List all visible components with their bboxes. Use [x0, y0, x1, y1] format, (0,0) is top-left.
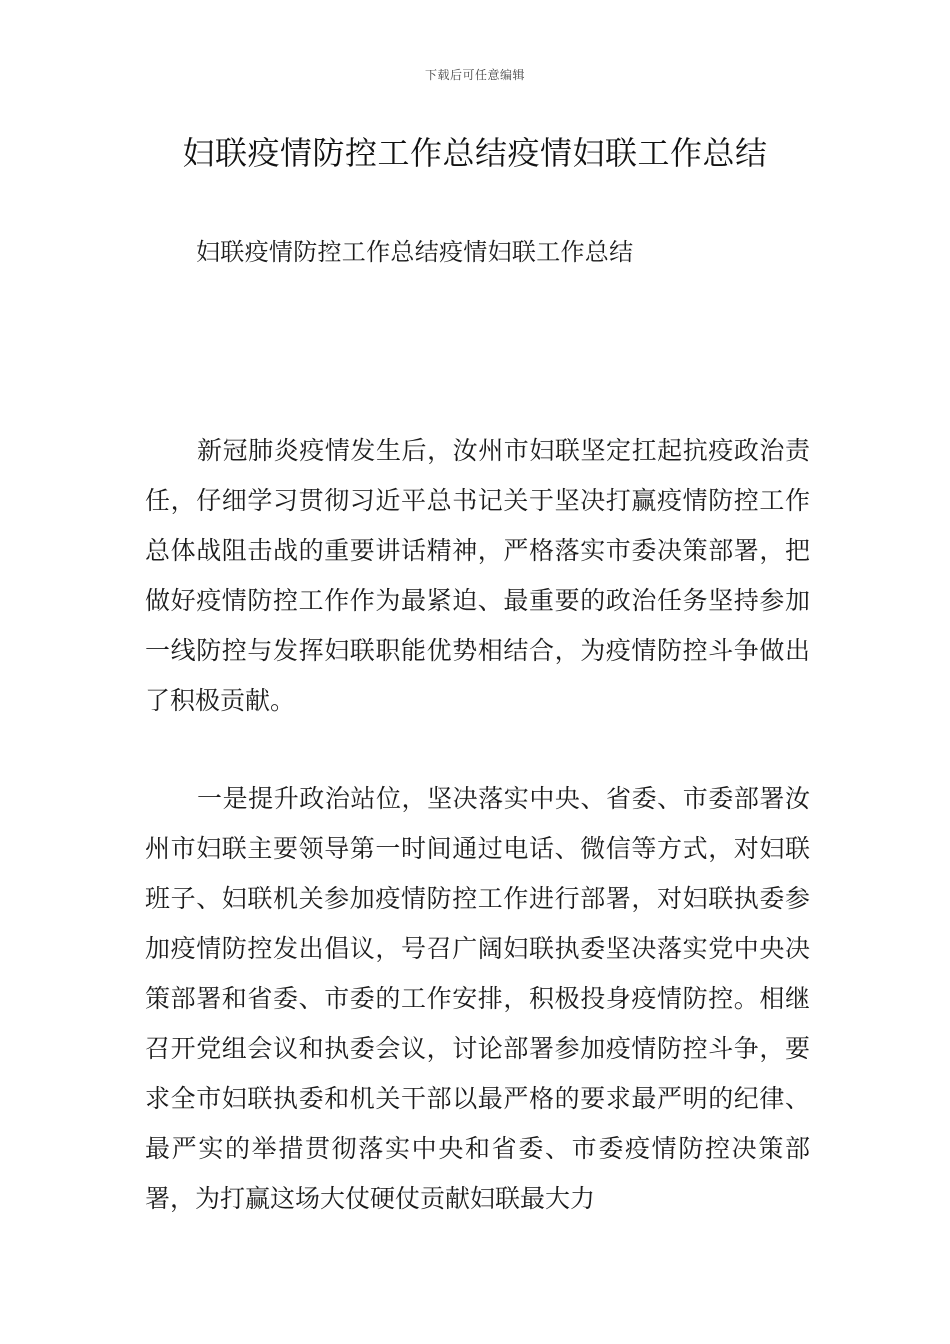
- header-note: 下载后可任意编辑: [424, 68, 525, 82]
- document-title: 妇联疫情防控工作总结疫情妇联工作总结: [182, 134, 768, 172]
- body-paragraph: 一是提升政治站位，坚决落实中央、省委、市委部署汝州市妇联主要领导第一时间通过电话、微信等方式，对妇联班子、妇联机关参加疫情防控工作进行部署，对妇联执委参加疫情防控发出倡议，号召广阔妇联执委坚决落实党中央决策部署和省委、市委的工作安排，积极投身疫情防控。相继召开党组会议和执委会议，讨论部署参加疫情防控斗争，要求全市妇联执委和机关干部以最严格的要求最严明的纪律、最严实的举措贯彻落实中央和省委、市委疫情防控决策部署，为打赢这场大仗硬仗贡献妇联最大力: [145, 784, 810, 1213]
- body-paragraph: 新冠肺炎疫情发生后，汝州市妇联坚定扛起抗疫政治责任，仔细学习贯彻习近平总书记关于坚决打赢疫情防控工作总体战阻击战的重要讲话精神，严格落实市委决策部署，把做好疫情防控工作作为最紧迫、最重要的政治任务坚持参加一线防控与发挥妇联职能优势相结合，为疫情防控斗争做出了积极贡献。: [145, 436, 810, 715]
- document-subtitle: 妇联疫情防控工作总结疫情妇联工作总结: [196, 238, 634, 266]
